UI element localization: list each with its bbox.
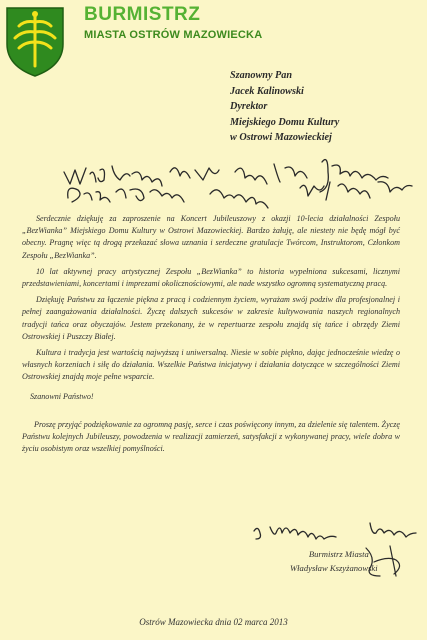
signature-title: Burmistrz Miasta — [308, 549, 369, 559]
handwritten-signature — [360, 542, 410, 582]
header-title: BURMISTRZ — [84, 4, 201, 25]
body-paragraph: Dziękuję Państwu za łączenie piękna z pracą i codziennym życiem, wyrażam swój podziw dla profesjonalnej i pełnej zaangażowania działalności. Życzę dalszych sukcesów w zakresie kultywowania naszych regionalnych tradycji tańca oraz obyczajów. Jestem przekonany, że w repertuarze zespołu znajdą się tańce i obrzędy Ziemi Ostrowskiej i Puszczy Białej. — [22, 295, 400, 341]
addressee-block — [230, 68, 339, 146]
addressee-line: Miejskiego Domu Kultury — [230, 116, 340, 128]
addressee-line: w Ostrowi Mazowieckiej — [230, 132, 332, 143]
salutation: Szanowni Państwo! — [30, 391, 94, 401]
handwritten-closing — [250, 513, 420, 543]
body-paragraph: Proszę przyjąć podziękowanie za ogromną pasję, serce i czas poświęcony innym, za dzielenie się talentem. Życzę Państwu kolejnych Jubileuszy, powodzenia w realizacji zamierzeń, satysfakcji z wykonywanej pracy, wiele dobra w życiu osobistym oraz wszelkiej pomyślności. — [22, 419, 400, 454]
place-date: Ostrów Mazowiecka dnia 02 marca 2013 — [139, 617, 288, 627]
addressee-line: Jacek Kalinowski — [230, 85, 304, 97]
header-subtitle: MIASTA OSTRÓW MAZOWIECKA — [84, 29, 263, 41]
addressee-line: Dyrektor — [230, 101, 268, 112]
addressee-line: Szanowny Pan — [230, 70, 292, 81]
letter-body — [22, 213, 400, 459]
body-paragraph: Serdecznie dziękuję za zaproszenie na Koncert Jubileuszowy z okazji 10-lecia działalności Zespołu „BezWianka” Miejskiego Domu Kultury w Ostrowi Mazowieckiej. Bardzo żałuję, ale niestety nie będę mógł być obecny. Pragnę więc tą drogą przekazać słowa uznania i serdeczne gratulacje Twórcom, Instruktorom, Członkom Zespołu „BezWianka”. — [22, 214, 400, 260]
body-paragraph: 10 lat aktywnej pracy artystycznej Zespołu „BezWianka” to historia wypełniona sukcesami, licznymi przedstawieniami, koncertami i imprezami okolicznościowymi, ale nade wszystko ogromną systematyczną pracą. — [22, 266, 400, 289]
body-paragraph: Kultura i tradycja jest wartością najwyższą i uniwersalną. Niesie w sobie piękno, dając jednocześnie wiedzę o własnych korzeniach i siłę do działania. Wszelkie Państwa inicjatywy i działania dotyczące w szczególności Ziemi Ostrowskiej znajdą moje pełne wsparcie. — [22, 348, 400, 382]
signature-name: Władysław Kszyżanowski — [290, 563, 378, 573]
city-crest-logo — [3, 4, 67, 78]
handwritten-greeting — [60, 152, 420, 212]
